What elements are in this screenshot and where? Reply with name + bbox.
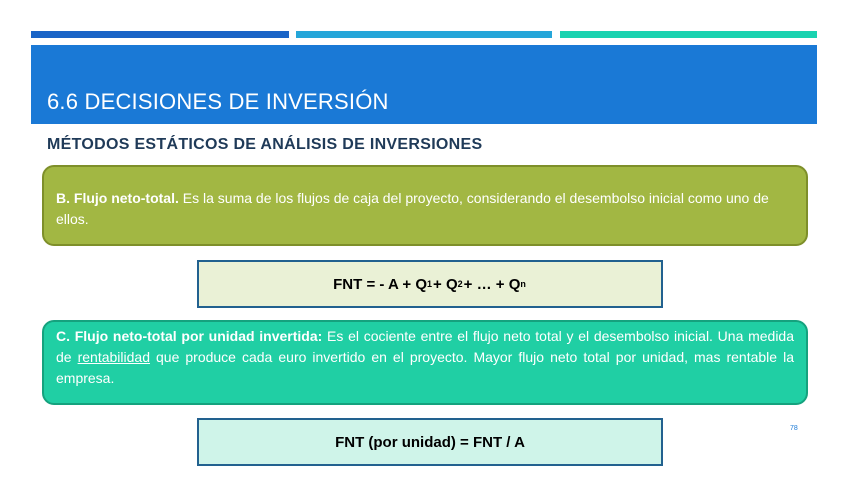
- page-number: 78: [790, 425, 798, 432]
- formula-fnt-por-unidad: [197, 418, 663, 466]
- section-subtitle: MÉTODOS ESTÁTICOS DE ANÁLISIS DE INVERSIONES: [47, 136, 483, 153]
- top-accent-bar-teal: [560, 31, 817, 38]
- formula-text: FNT (por unidad) = FNT / A: [335, 433, 525, 451]
- formula-subscript: n: [520, 279, 526, 289]
- slide-title: 6.6 DECISIONES DE INVERSIÓN: [47, 89, 389, 114]
- formula-part: + Q: [433, 275, 458, 293]
- top-accent-bar-cyan: [296, 31, 552, 38]
- underlined-term: rentabilidad: [77, 349, 150, 365]
- definition-box-flujo-neto-total: [42, 165, 808, 246]
- formula-part: + … + Q: [463, 275, 521, 293]
- formula-subscript: 1: [427, 279, 433, 289]
- definition-label: B. Flujo neto-total.: [56, 190, 179, 206]
- definition-text: que produce cada euro invertido en el proyecto. Mayor flujo neto total por unidad, mas rentable la empresa.: [56, 349, 794, 386]
- formula-fnt: [197, 260, 663, 308]
- definition-label: C. Flujo neto-total por unidad invertida:: [56, 328, 323, 344]
- definition-text: Es la suma de los flujos de caja del proyecto, considerando el desembolso inicial como uno de ellos.: [56, 190, 769, 227]
- formula-subscript: 2: [457, 279, 463, 289]
- top-accent-bar-blue: [31, 31, 289, 38]
- definition-text: Es el cociente entre el flujo neto total y el desembolso inicial. Una medida de: [56, 328, 795, 365]
- formula-part: FNT = - A + Q: [333, 275, 428, 293]
- definition-box-flujo-por-unidad: [42, 320, 808, 405]
